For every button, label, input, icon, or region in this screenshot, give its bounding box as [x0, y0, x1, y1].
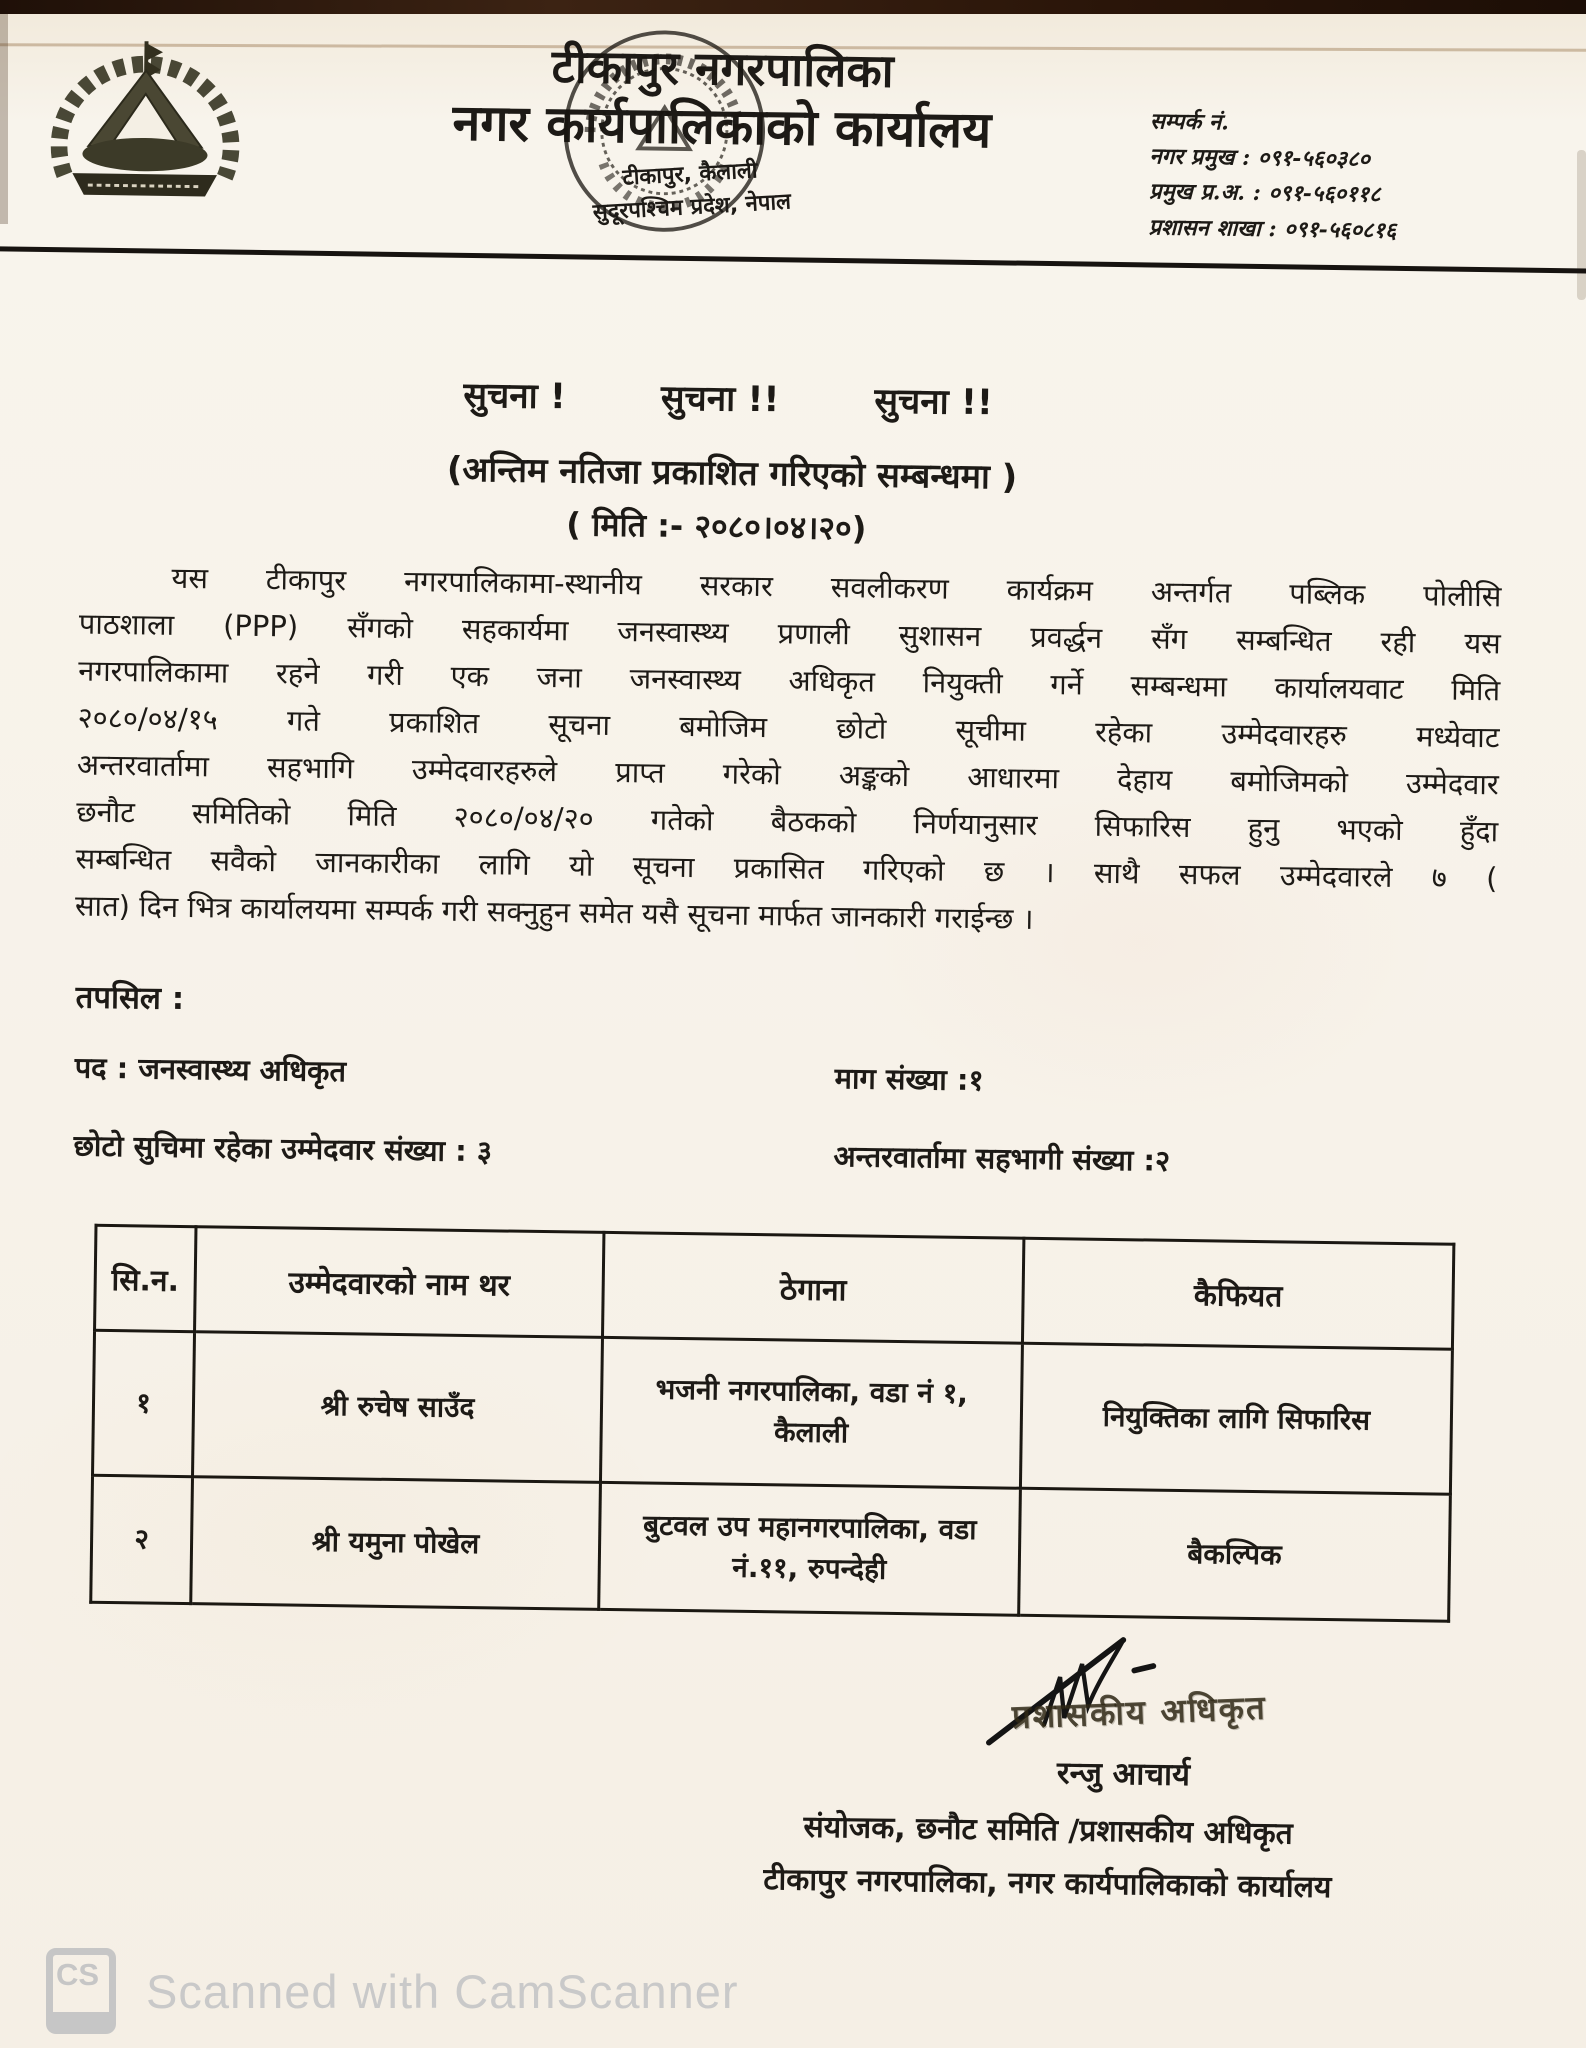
handwritten-signature: [979, 1606, 1171, 1759]
contact-line-mayor: नगर प्रमुख : ०९१-५६०३८०: [1149, 143, 1371, 173]
camscanner-watermark: [46, 1948, 739, 2034]
cell-address: बुटवल उप महानगरपालिका, वडा नं.११, रुपन्देही: [599, 1482, 1021, 1615]
signatory-designation-block: [577, 1799, 1518, 1917]
signatory-office: टीकापुर नगरपालिका, नगर कार्यपालिकाको कार्यालय: [763, 1861, 1332, 1905]
notice-body: [75, 554, 1502, 950]
header-divider: [0, 246, 1586, 273]
position-field: पद : जनस्वास्थ्य अधिकृत: [74, 1050, 347, 1089]
notice-word-3: सुचना !!: [874, 381, 994, 424]
contact-block: [1148, 104, 1398, 248]
cell-name: श्री यमुना पोखेल: [191, 1477, 601, 1610]
cell-sn: १: [93, 1330, 195, 1476]
cell-remarks: नियुक्तिका लागि सिफारिस: [1020, 1343, 1452, 1494]
nepal-emblem-icon: [37, 25, 255, 216]
candidates-table: [89, 1224, 1455, 1623]
office-address-line1: टीकापुर, कैलाली: [621, 158, 759, 191]
notice-subject: (अन्तिम नतिजा प्रकाशित गरिएको सम्बन्धमा ): [446, 449, 1018, 498]
col-header-name: उम्मेदवारको नाम थर: [195, 1227, 604, 1338]
body-line: पाठशाला (PPP) सँगको सहकार्यमा जनस्वास्थ्य प्रणाली सुशासन प्रवर्द्धन सँग सम्बन्धित रही यस: [78, 606, 1502, 661]
body-line: नगरपालिकामा रहने गरी एक जना जनस्वास्थ्य अधिकृत नियुक्ती गर्ने सम्बन्धमा कार्यालयवाट मिति: [78, 653, 1501, 708]
contact-line-cao: प्रमुख प्र.अ. : ०९१-५६०११८: [1148, 178, 1381, 209]
office-address-line2: सुदूरपश्चिम प्रदेश, नेपाल: [592, 189, 792, 226]
col-header-remarks: कैफियत: [1022, 1238, 1453, 1349]
interview-count-field: अन्तरवार्तामा सहभागी संख्या :२: [833, 1139, 1171, 1178]
cell-address: भजनी नगरपालिका, वडा नं १, कैलाली: [600, 1337, 1022, 1488]
signature-stamp-title: प्रशासकीय अधिकृत: [1011, 1687, 1268, 1737]
detail-row-counts: [73, 1125, 1493, 1184]
col-header-sn: सि.न.: [95, 1225, 196, 1331]
detail-row-position: [74, 1047, 1494, 1106]
body-line: सात) दिन भित्र कार्यालयमा सम्पर्क गरी सक्नुहुन समेत यसै सूचना मार्फत जानकारी गराईन्छ ।: [74, 888, 1034, 936]
contact-line-admin: प्रशासन शाखा : ०९१-५६०८१६: [1148, 213, 1397, 244]
notice-word-2: सुचना !!: [660, 378, 780, 421]
notice-heading: [278, 368, 1179, 428]
contact-label: सम्पर्क नं.: [1149, 108, 1230, 136]
table-header-row: [95, 1225, 1454, 1349]
signatory-name: रन्जु आचार्य: [1056, 1755, 1191, 1794]
camscanner-icon-bar: [53, 2012, 109, 2027]
notice-date: ( मिति :- २०८०।०४।२०): [566, 505, 867, 548]
notice-word-1: सुचना !: [463, 375, 567, 418]
body-line: सम्बन्धित सवैको जानकारीका लागि यो सूचना प्रकासित गरिएको छ । साथै सफल उम्मेदवारले ७ (: [75, 841, 1498, 896]
body-line: अन्तरवार्तामा सहभागि उम्मेदवारहरुले प्राप्त गरेको अङ्कको आधारमा देहाय बमोजिमको उम्मेदवार: [76, 747, 1500, 802]
cell-name: श्री रुचेष साउँद: [193, 1332, 603, 1483]
municipality-title: टीकापुर नगरपालिका: [551, 39, 895, 98]
body-line: छनौट समितिको मिति २०८०/०४/२० गतेको बैठकको निर्णयानुसार सिफारिस हुनु भएको हुँदा: [76, 794, 1499, 849]
shortlist-count-field: छोटो सुचिमा रहेका उम्मेदवार संख्या : ३: [73, 1128, 493, 1169]
body-line: २०८०/०४/१५ गते प्रकाशित सूचना बमोजिम छोटो सूचीमा रहेका उम्मेदवारहरु मध्येवाट: [77, 700, 1500, 755]
details-label: तपसिल :: [75, 979, 185, 1018]
cell-remarks: बैकल्पिक: [1019, 1488, 1451, 1621]
cell-sn: २: [91, 1475, 193, 1603]
camscanner-icon: [46, 1948, 116, 2034]
table-row: [91, 1475, 1451, 1621]
camscanner-icon-letters: CS: [56, 1957, 100, 1992]
signatory-role: संयोजक, छनौट समिति /प्रशासकीय अधिकृत: [803, 1809, 1294, 1852]
body-line: यस टीकापुर नगरपालिकामा-स्थानीय सरकार सवलीकरण कार्यक्रम अन्तर्गत पब्लिक पोलीसि: [171, 560, 1502, 614]
col-header-address: ठेगाना: [602, 1232, 1023, 1343]
demand-count-field: माग संख्या :१: [834, 1061, 984, 1098]
table-row: [93, 1330, 1453, 1494]
office-address-block: [470, 146, 913, 236]
watermark-text: Scanned with CamScanner: [146, 1964, 739, 2018]
office-title: नगर कार्यपालिकाको कार्यालय: [452, 93, 992, 160]
